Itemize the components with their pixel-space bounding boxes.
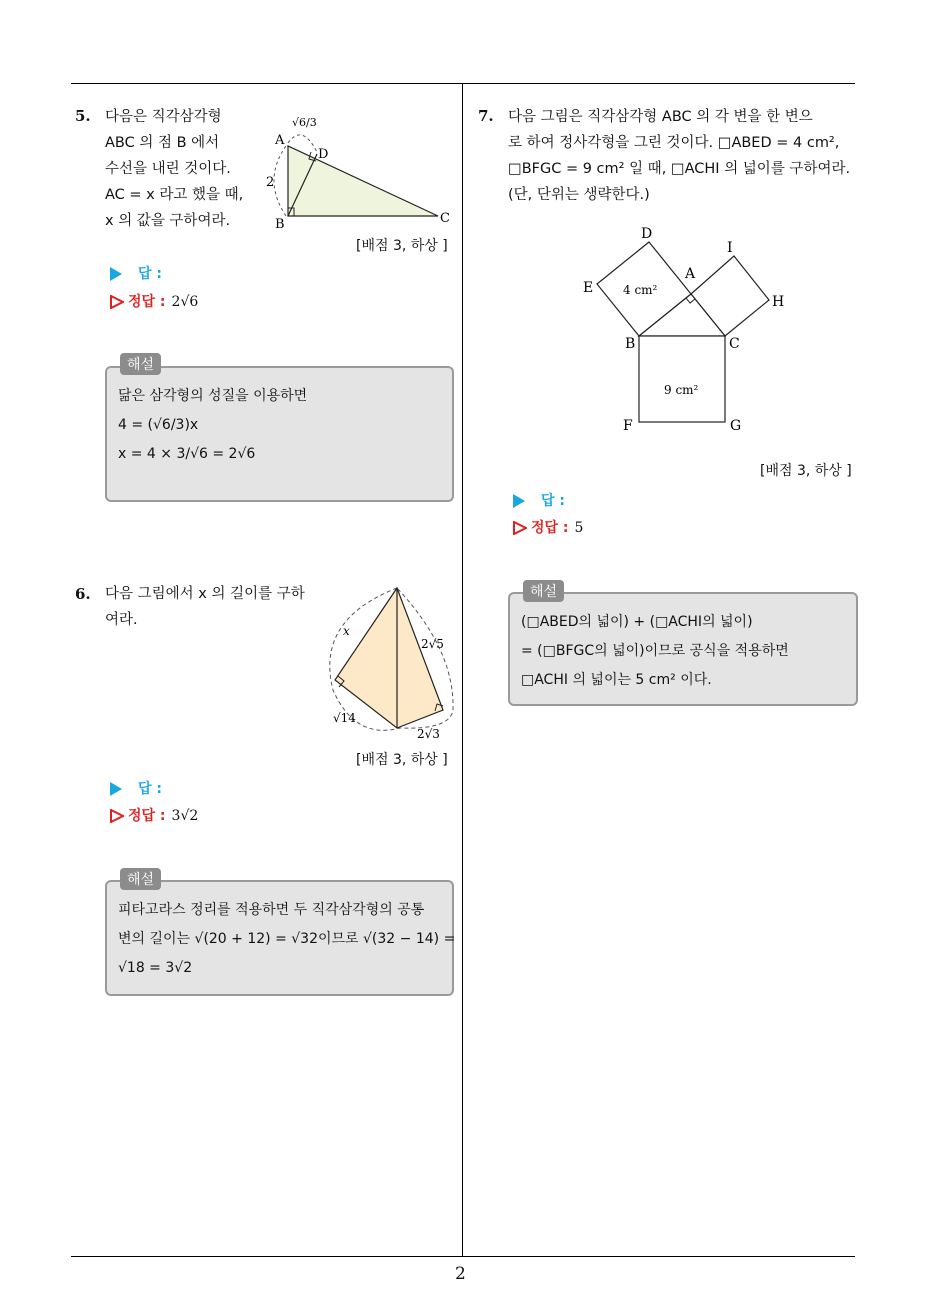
- q5-line-5: x 의 값을 구하여라.: [105, 213, 231, 229]
- q7-sol-line-1: (□ABED의 넓이) + (□ACHI의 넓이): [521, 614, 753, 630]
- q5-label-d: D: [318, 147, 329, 162]
- bottom-rule: [71, 1256, 855, 1257]
- q7-label-b: B: [625, 336, 636, 352]
- q5-label-a: A: [275, 133, 285, 148]
- outline-triangle-icon: [110, 809, 124, 823]
- q6-label-x: x: [343, 624, 350, 638]
- q7-area-bfgc: 9 cm²: [664, 383, 699, 397]
- q5-line-2: ABC 의 점 B 에서: [105, 135, 220, 151]
- q7-line-2: 로 하여 정사각형을 그린 것이다. □ABED = 4 cm²,: [508, 135, 840, 151]
- play-triangle-icon: [110, 782, 122, 796]
- q7-label-a: A: [685, 266, 696, 282]
- q5-line-3: 수선을 내린 것이다.: [105, 161, 231, 177]
- q7-solution-tag: 해설: [523, 580, 564, 602]
- q6-answer-row: [110, 778, 162, 798]
- q5-label-b: B: [275, 217, 285, 232]
- q6-number: 6.: [75, 585, 91, 603]
- q5-text: [105, 104, 255, 234]
- q6-kite: [335, 588, 443, 728]
- q5-figure: [262, 108, 460, 233]
- q7-area-abed: 4 cm²: [623, 283, 658, 297]
- q6-score: [배점 3, 하상 ]: [356, 752, 448, 768]
- q7-label-e: E: [583, 280, 594, 296]
- q5-answer-row: [110, 263, 162, 283]
- q6-label-s1: 2√5: [421, 637, 444, 651]
- q5-triangle: [288, 146, 438, 216]
- answer-label: 답 :: [138, 781, 162, 797]
- q6-sol-line-2: 변의 길이는 √(20 + 12) = √32이므로 √(32 − 14) =: [118, 931, 456, 947]
- q5-sol-line-3: x = 4 × 3/√6 = 2√6: [118, 446, 256, 462]
- q6-text: [105, 581, 320, 633]
- q5-label-ab: 2: [266, 175, 275, 190]
- q7-answer-row: [513, 490, 565, 510]
- q7-correct-row: [513, 517, 583, 537]
- q7-label-g: G: [730, 418, 742, 434]
- q7-sol-line-2: = (□BFGC의 넓이)이므로 공식을 적용하면: [521, 643, 789, 659]
- q7-number: 7.: [478, 107, 494, 125]
- q5-label-ad: √6/3: [292, 116, 317, 129]
- q5-line-1: 다음은 직각삼각형: [105, 109, 222, 125]
- q7-line-4: (단, 단위는 생략한다.): [508, 187, 650, 203]
- q6-solution: [118, 896, 455, 983]
- q7-sol-line-3: □ACHI 의 넓이는 5 cm² 이다.: [521, 672, 712, 688]
- q7-solution: [521, 608, 789, 695]
- q5-solution-tag: 해설: [120, 353, 161, 375]
- q6-sol-line-3: √18 = 3√2: [118, 960, 193, 976]
- correct-label: 정답 :: [531, 520, 569, 536]
- q6-sol-line-1: 피타고라스 정리를 적용하면 두 직각삼각형의 공통: [118, 902, 425, 918]
- column-divider: [462, 83, 463, 1256]
- q7-label-d: D: [641, 226, 653, 242]
- outline-triangle-icon: [513, 521, 527, 535]
- q6-answer-value: 3√2: [171, 808, 199, 824]
- q5-solution: [118, 382, 307, 469]
- q7-label-h: H: [772, 294, 785, 310]
- correct-label: 정답 :: [128, 294, 166, 310]
- correct-label: 정답 :: [128, 808, 166, 824]
- q7-answer-value: 5: [574, 520, 584, 536]
- play-triangle-icon: [110, 267, 122, 281]
- q5-sol-line-2: 4 = (√6/3)x: [118, 417, 199, 433]
- q5-correct-row: [110, 291, 198, 311]
- q5-score: [배점 3, 하상 ]: [356, 238, 448, 254]
- q7-line-1: 다음 그림은 직각삼각형 ABC 의 각 변을 한 변으: [508, 109, 813, 125]
- q7-score: [배점 3, 하상 ]: [760, 463, 852, 479]
- q7-label-i: I: [727, 240, 733, 256]
- q5-line-4: AC = x 라고 했을 때,: [105, 187, 244, 203]
- q7-line-3: □BFGC = 9 cm² 일 때, □ACHI 의 넓이를 구하여라.: [508, 161, 851, 177]
- q7-text: [508, 104, 863, 208]
- q6-figure: [325, 580, 460, 750]
- q5-answer-value: 2√6: [171, 294, 199, 310]
- q6-line-1: 다음 그림에서 x 의 길이를 구하: [105, 586, 305, 602]
- answer-label: 답 :: [541, 493, 565, 509]
- page-number: 2: [455, 1264, 466, 1284]
- q7-square-bfgc: [639, 336, 725, 422]
- q6-label-s3: 2√3: [417, 727, 440, 741]
- top-rule: [71, 83, 855, 84]
- q7-label-c: C: [729, 336, 740, 352]
- q6-line-2: 여라.: [105, 612, 138, 628]
- q6-label-s2: √14: [333, 711, 356, 725]
- q6-correct-row: [110, 805, 198, 825]
- answer-label: 답 :: [138, 266, 162, 282]
- q7-label-f: F: [623, 418, 633, 434]
- play-triangle-icon: [513, 494, 525, 508]
- outline-triangle-icon: [110, 295, 124, 309]
- q7-figure: [575, 220, 795, 440]
- q5-sol-line-1: 닮은 삼각형의 성질을 이용하면: [118, 388, 308, 404]
- q6-solution-tag: 해설: [120, 868, 161, 890]
- q5-brace-ab: [274, 146, 286, 216]
- q5-number: 5.: [75, 107, 91, 125]
- q5-label-c: C: [440, 211, 450, 226]
